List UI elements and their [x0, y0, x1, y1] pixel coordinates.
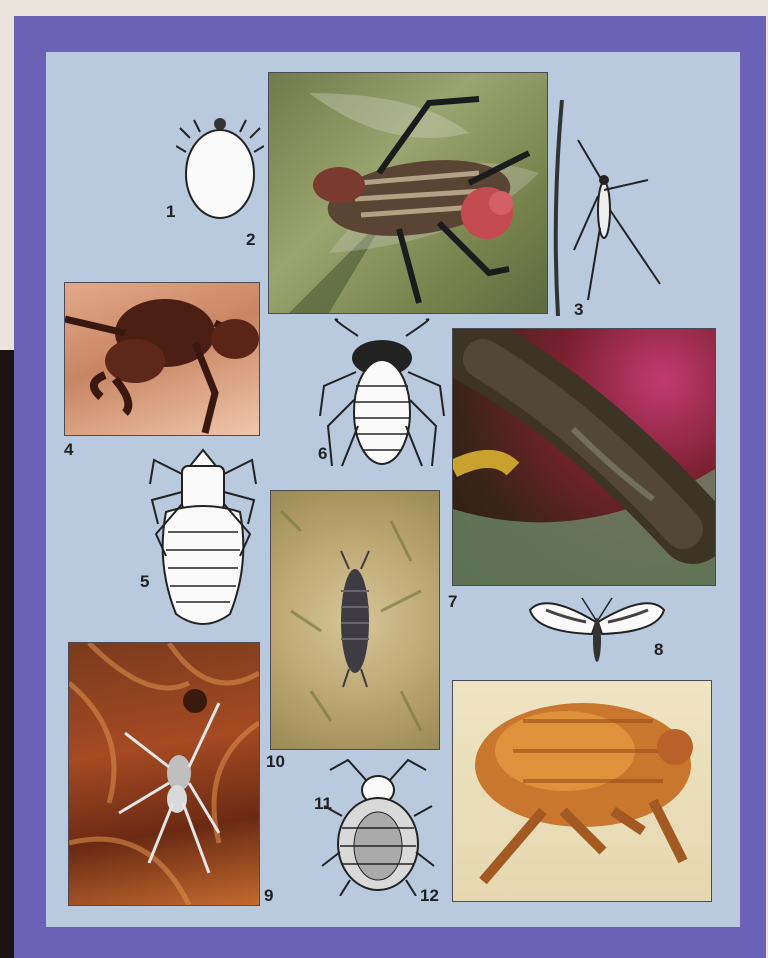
label-9: 9 [264, 886, 274, 905]
label-8: 8 [654, 640, 664, 659]
ant-photo [64, 282, 260, 436]
housefly-photo [268, 72, 548, 314]
silverfish-photo [270, 490, 440, 750]
label-10: 10 [266, 752, 285, 771]
louse-drawing [146, 444, 260, 634]
caterpillar-photo [452, 328, 716, 586]
dark-edge [0, 350, 14, 958]
label-2: 2 [246, 230, 256, 249]
bedbug-drawing [320, 756, 436, 896]
flea-photo [452, 680, 712, 902]
label-4: 4 [64, 440, 74, 459]
mosquito-drawing [548, 100, 668, 316]
label-5: 5 [140, 572, 150, 591]
moth-drawing [526, 592, 668, 666]
label-1: 1 [166, 202, 176, 221]
label-7: 7 [448, 592, 458, 611]
spider-photo [68, 642, 260, 906]
label-12: 12 [420, 886, 439, 905]
label-6: 6 [318, 444, 328, 463]
cockroach-drawing [318, 316, 446, 476]
label-11: 11 [314, 794, 332, 813]
label-3: 3 [574, 300, 584, 319]
tick-drawing [176, 108, 264, 224]
